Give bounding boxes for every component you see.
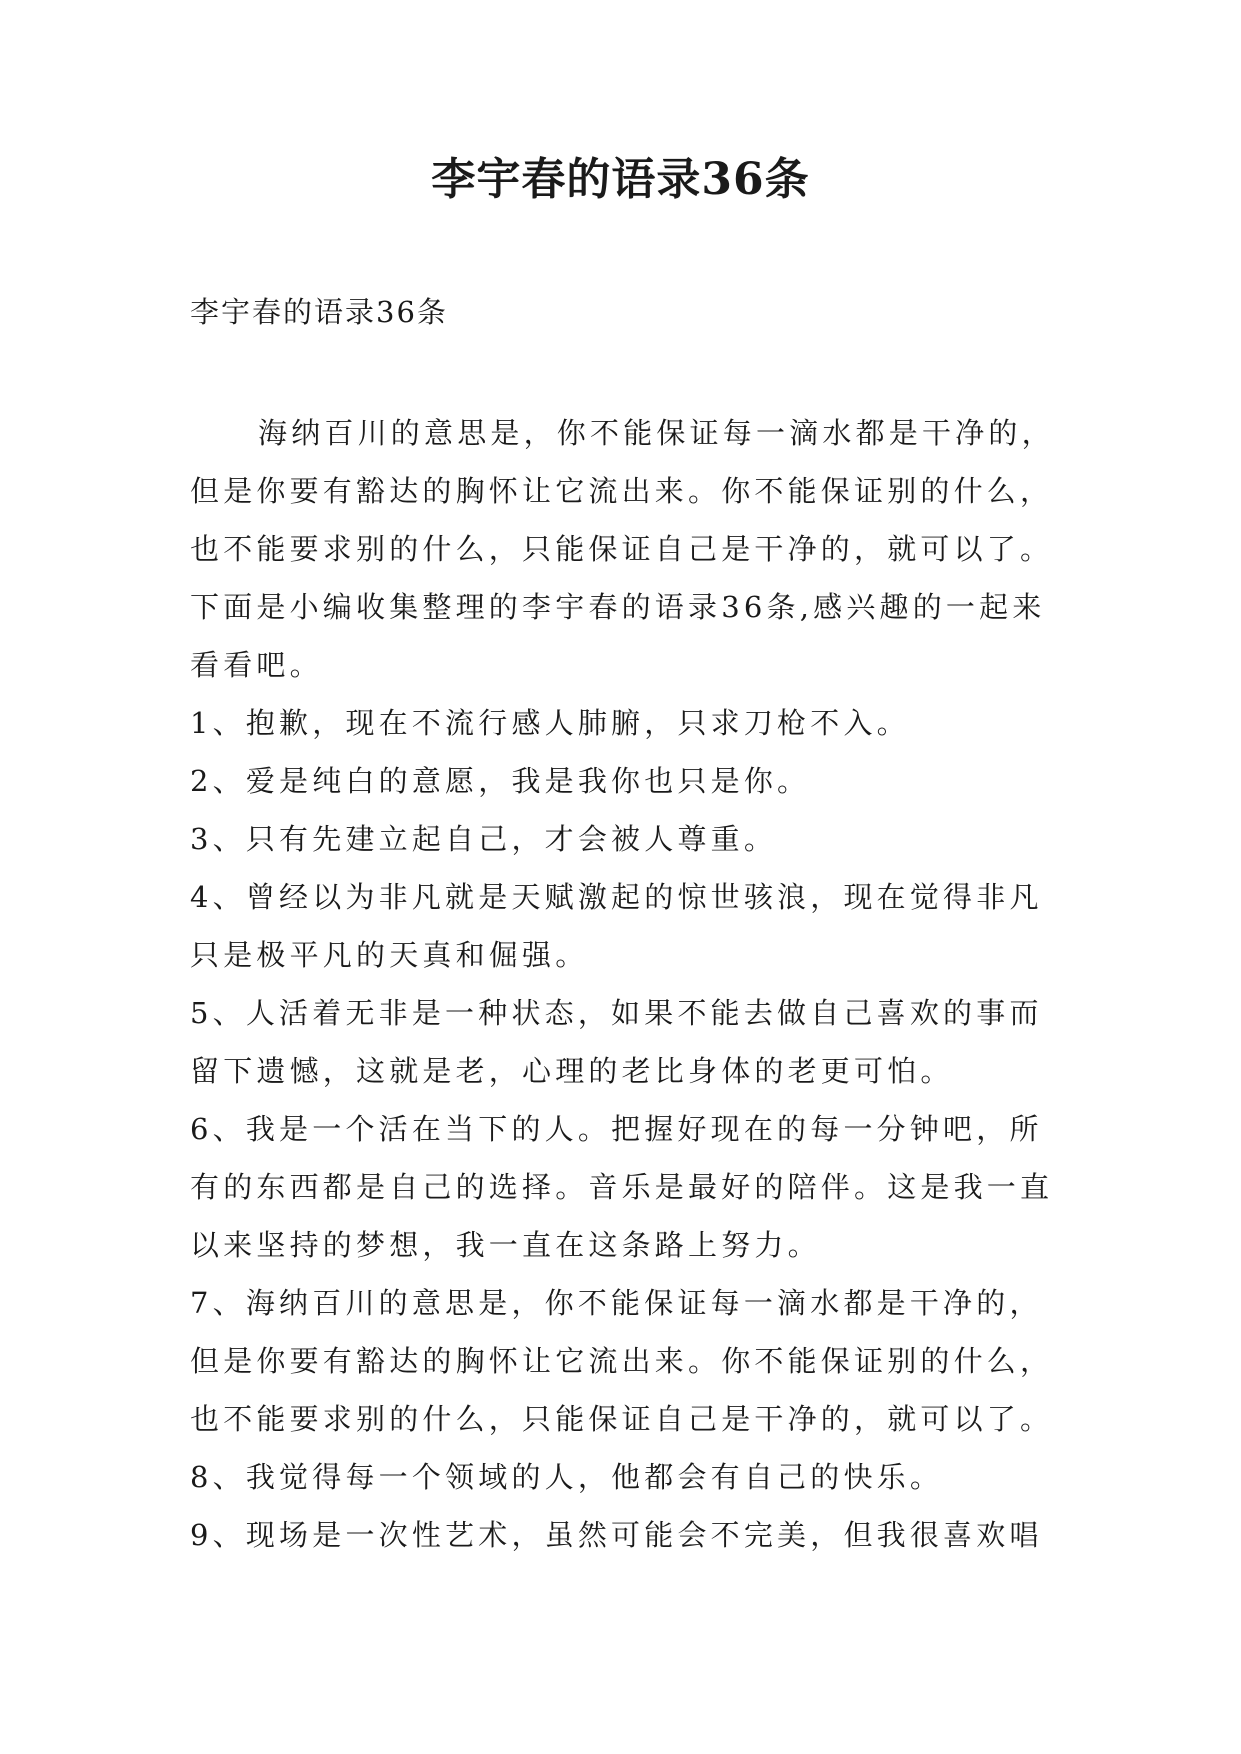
intro-line: 海纳百川的意思是，你不能保证每一滴水都是干净的， <box>258 416 1055 450</box>
intro-line: 但是你要有豁达的胸怀让它流出来。你不能保证别的什么， <box>190 474 1054 508</box>
document-body <box>190 404 1080 1564</box>
quote-line: 以来坚持的梦想，我一直在这条路上努力。 <box>190 1228 821 1262</box>
quote-line: 也不能要求别的什么，只能保证自己是干净的，就可以了。 <box>190 1402 1054 1436</box>
quote-line: 留下遗憾，这就是老，心理的老比身体的老更可怕。 <box>190 1054 954 1088</box>
quote-line: 3、只有先建立起自己，才会被人尊重。 <box>190 822 778 856</box>
quote-line: 4、曾经以为非凡就是天赋激起的惊世骇浪，现在觉得非凡 <box>190 880 1043 914</box>
quote-line: 但是你要有豁达的胸怀让它流出来。你不能保证别的什么， <box>190 1344 1054 1378</box>
document-subtitle: 李宇春的语录36条 <box>190 295 448 329</box>
quote-line: 9、现场是一次性艺术，虽然可能会不完美，但我很喜欢唱 <box>190 1518 1043 1552</box>
quote-line: 2、爱是纯白的意愿，我是我你也只是你。 <box>190 764 811 798</box>
intro-line: 下面是小编收集整理的李宇春的语录36条,感兴趣的一起来 <box>190 590 1046 624</box>
quote-line: 6、我是一个活在当下的人。把握好现在的每一分钟吧，所 <box>190 1112 1043 1146</box>
intro-line: 看看吧。 <box>190 648 323 682</box>
quote-line: 1、抱歉，现在不流行感人肺腑，只求刀枪不入。 <box>190 706 910 740</box>
document-title: 李宇春的语录36条 <box>431 154 810 205</box>
quote-line: 8、我觉得每一个领域的人，他都会有自己的快乐。 <box>190 1460 944 1494</box>
quote-line: 5、人活着无非是一种状态，如果不能去做自己喜欢的事而 <box>190 996 1043 1030</box>
quote-line: 有的东西都是自己的选择。音乐是最好的陪伴。这是我一直 <box>190 1170 1054 1204</box>
quote-line: 7、海纳百川的意思是，你不能保证每一滴水都是干净的， <box>190 1286 1043 1320</box>
intro-line: 也不能要求别的什么，只能保证自己是干净的，就可以了。 <box>190 532 1054 566</box>
quote-line: 只是极平凡的天真和倔强。 <box>190 938 589 972</box>
